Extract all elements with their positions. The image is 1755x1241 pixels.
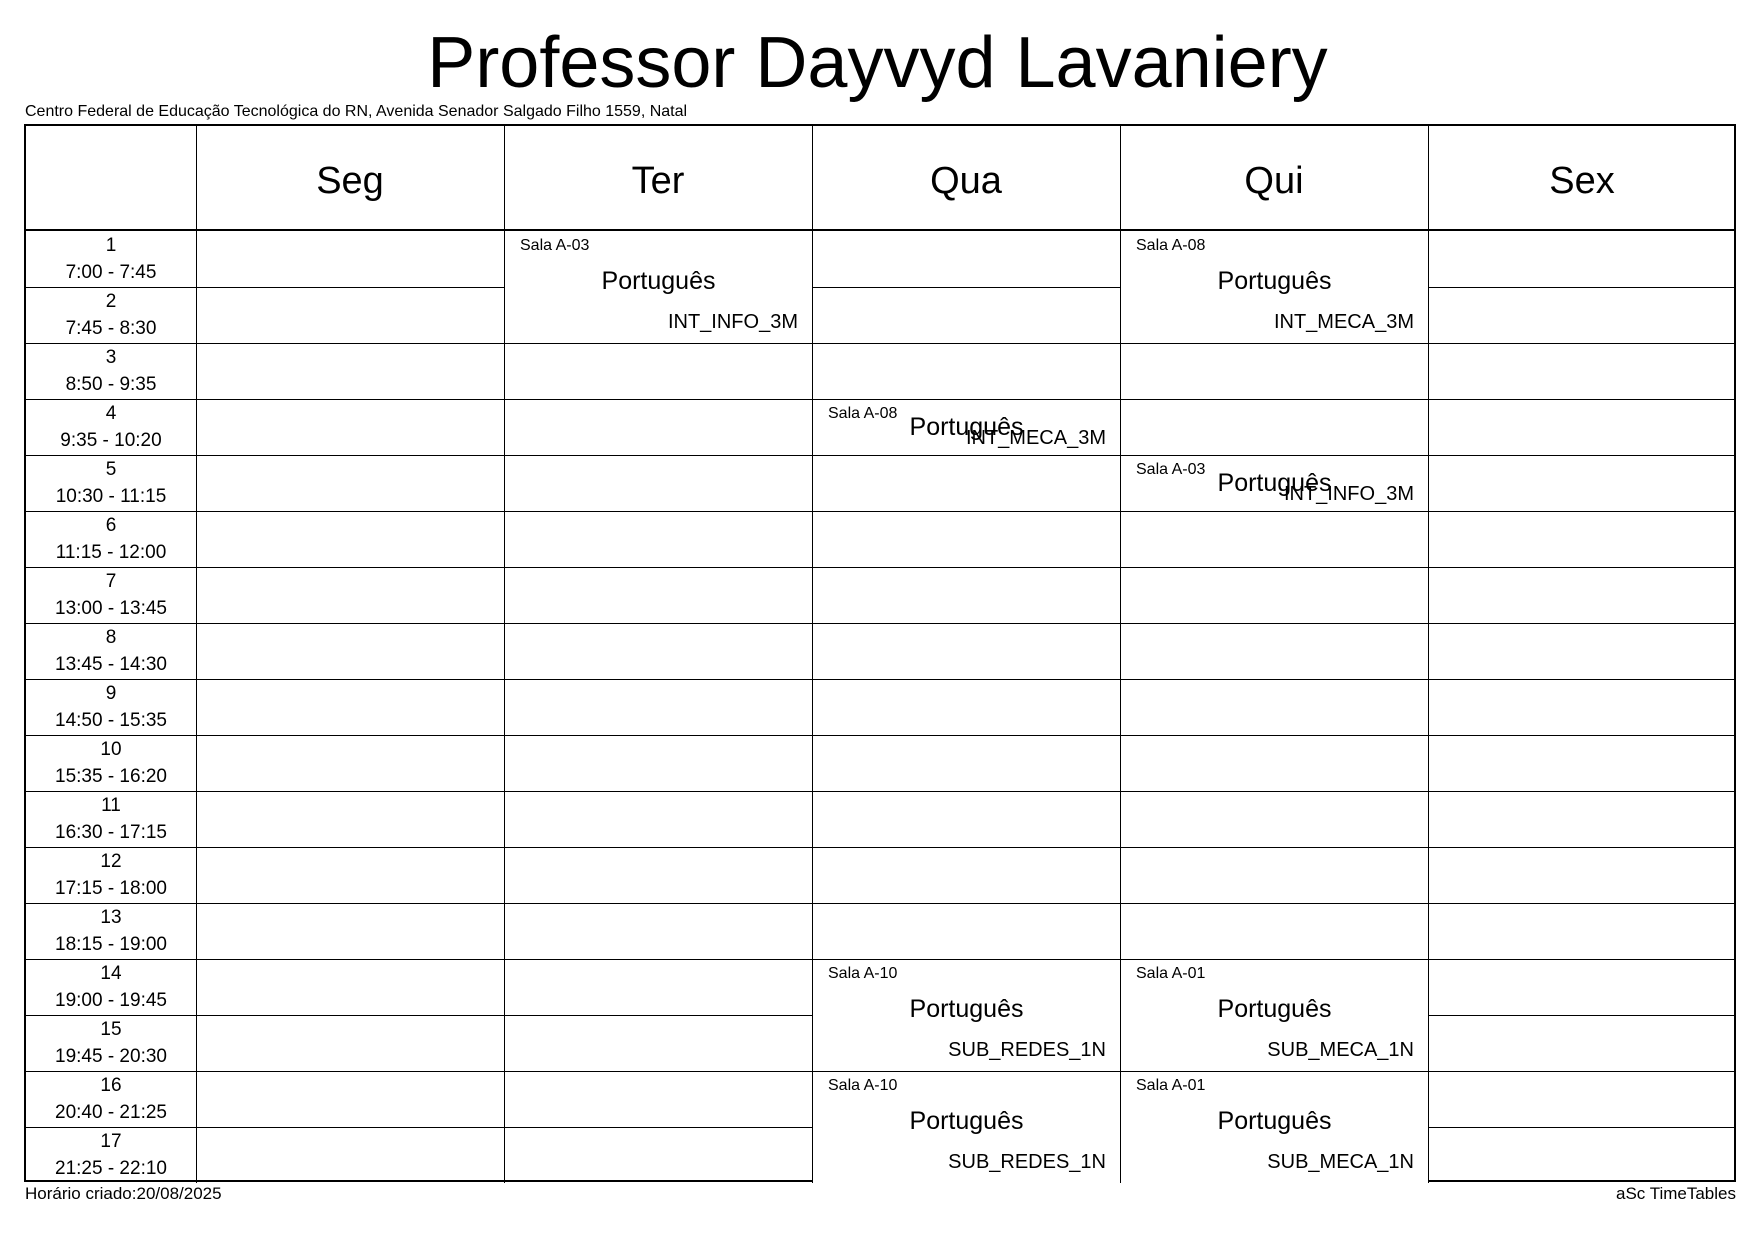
lesson-subject: Português <box>909 995 1024 1023</box>
period-label <box>26 1128 196 1182</box>
row-divider <box>26 455 1734 456</box>
row-divider <box>26 511 1734 512</box>
lesson-room: Sala A-03 <box>520 237 590 254</box>
lesson-card[interactable] <box>1121 1072 1428 1183</box>
period-label <box>26 400 196 454</box>
lesson-subject: Português <box>1217 1107 1332 1135</box>
period-number: 16 <box>100 1075 122 1096</box>
period-number: 3 <box>105 347 117 368</box>
period-time: 20:40 - 21:25 <box>55 1102 167 1123</box>
lesson-card[interactable] <box>1121 232 1428 343</box>
period-label <box>26 456 196 510</box>
header-divider <box>26 229 1734 231</box>
lesson-subject: Português <box>1217 267 1332 295</box>
period-time: 7:45 - 8:30 <box>65 318 157 339</box>
period-number: 13 <box>100 907 122 928</box>
lesson-subject: Português <box>909 413 1024 441</box>
period-label <box>26 1072 196 1126</box>
lesson-group: SUB_REDES_1N <box>948 1039 1106 1061</box>
day-header-qua: Qua <box>930 160 1002 202</box>
period-time: 13:00 - 13:45 <box>55 598 167 619</box>
row-divider <box>26 735 1734 736</box>
lesson-group: INT_INFO_3M <box>667 311 798 333</box>
period-label <box>26 680 196 734</box>
day-header-qui: Qui <box>1244 160 1304 202</box>
period-time: 18:15 - 19:00 <box>55 934 167 955</box>
period-label <box>26 904 196 958</box>
period-number: 4 <box>105 403 117 424</box>
lesson-room: Sala A-08 <box>1136 237 1206 254</box>
period-time: 9:35 - 10:20 <box>60 430 162 451</box>
period-time: 21:25 - 22:10 <box>55 1158 167 1179</box>
period-number: 11 <box>101 795 121 816</box>
period-number: 9 <box>105 683 117 704</box>
period-label <box>26 568 196 622</box>
lesson-room: Sala A-08 <box>828 405 898 422</box>
period-label <box>26 624 196 678</box>
row-divider <box>26 847 1734 848</box>
period-time: 15:35 - 16:20 <box>55 766 167 787</box>
lesson-group: SUB_REDES_1N <box>948 1151 1106 1173</box>
period-number: 2 <box>105 291 117 312</box>
lesson-subject: Português <box>1217 469 1332 497</box>
period-label <box>26 848 196 902</box>
page-title: Professor Dayvyd Lavaniery <box>427 23 1328 103</box>
lesson-card[interactable] <box>505 232 812 343</box>
period-number: 14 <box>100 963 122 984</box>
period-label <box>26 792 196 846</box>
row-divider <box>26 567 1734 568</box>
row-divider <box>26 679 1734 680</box>
day-header-ter: Ter <box>631 160 685 202</box>
period-time: 19:45 - 20:30 <box>55 1046 167 1067</box>
period-time: 13:45 - 14:30 <box>55 654 167 675</box>
period-label <box>26 736 196 790</box>
period-time: 7:00 - 7:45 <box>65 262 157 283</box>
lesson-room: Sala A-10 <box>828 1077 898 1094</box>
period-time: 11:15 - 12:00 <box>55 542 167 563</box>
timetable-grid <box>24 124 1736 1182</box>
lesson-group: INT_MECA_3M <box>965 427 1106 449</box>
day-header-seg: Seg <box>316 160 384 202</box>
column-divider <box>1428 126 1429 1183</box>
period-number: 8 <box>105 627 117 648</box>
period-number: 10 <box>100 739 122 760</box>
lesson-group: INT_INFO_3M <box>1283 483 1414 505</box>
period-label <box>26 344 196 398</box>
row-divider <box>26 287 1734 288</box>
period-label <box>26 1016 196 1070</box>
row-divider <box>26 623 1734 624</box>
row-divider <box>26 791 1734 792</box>
row-divider <box>26 903 1734 904</box>
lesson-room: Sala A-03 <box>1136 461 1206 478</box>
column-divider <box>196 126 197 1183</box>
period-time: 19:00 - 19:45 <box>55 990 167 1011</box>
period-label <box>26 288 196 342</box>
period-time: 8:50 - 9:35 <box>65 374 157 395</box>
software-name: aSc TimeTables <box>1616 1184 1736 1203</box>
period-number: 6 <box>105 515 117 536</box>
lesson-subject: Português <box>601 267 716 295</box>
period-time: 14:50 - 15:35 <box>55 710 167 731</box>
period-label <box>26 512 196 566</box>
period-number: 12 <box>100 851 122 872</box>
lesson-group: SUB_MECA_1N <box>1267 1039 1414 1061</box>
period-label <box>26 232 196 286</box>
period-number: 15 <box>100 1019 122 1040</box>
row-divider <box>26 343 1734 344</box>
period-number: 5 <box>105 459 117 480</box>
lesson-subject: Português <box>909 1107 1024 1135</box>
lesson-card[interactable] <box>1121 456 1428 511</box>
period-number: 17 <box>100 1131 122 1152</box>
period-number: 1 <box>105 235 117 256</box>
lesson-card[interactable] <box>813 960 1120 1071</box>
lesson-group: INT_MECA_3M <box>1273 311 1414 333</box>
period-label <box>26 960 196 1014</box>
period-number: 7 <box>105 571 117 592</box>
lesson-card[interactable] <box>813 400 1120 455</box>
lesson-card[interactable] <box>813 1072 1120 1183</box>
school-address: Centro Federal de Educação Tecnológica do RN, Avenida Senador Salgado Filho 1559, Natal <box>25 103 688 120</box>
lesson-room: Sala A-10 <box>828 965 898 982</box>
day-header-sex: Sex <box>1549 160 1615 202</box>
period-time: 10:30 - 11:15 <box>55 486 167 507</box>
lesson-card[interactable] <box>1121 960 1428 1071</box>
period-time: 16:30 - 17:15 <box>55 822 167 843</box>
created-date: Horário criado:20/08/2025 <box>25 1184 222 1203</box>
lesson-room: Sala A-01 <box>1136 965 1206 982</box>
lesson-subject: Português <box>1217 995 1332 1023</box>
lesson-room: Sala A-01 <box>1136 1077 1206 1094</box>
period-time: 17:15 - 18:00 <box>55 878 167 899</box>
lesson-group: SUB_MECA_1N <box>1267 1151 1414 1173</box>
